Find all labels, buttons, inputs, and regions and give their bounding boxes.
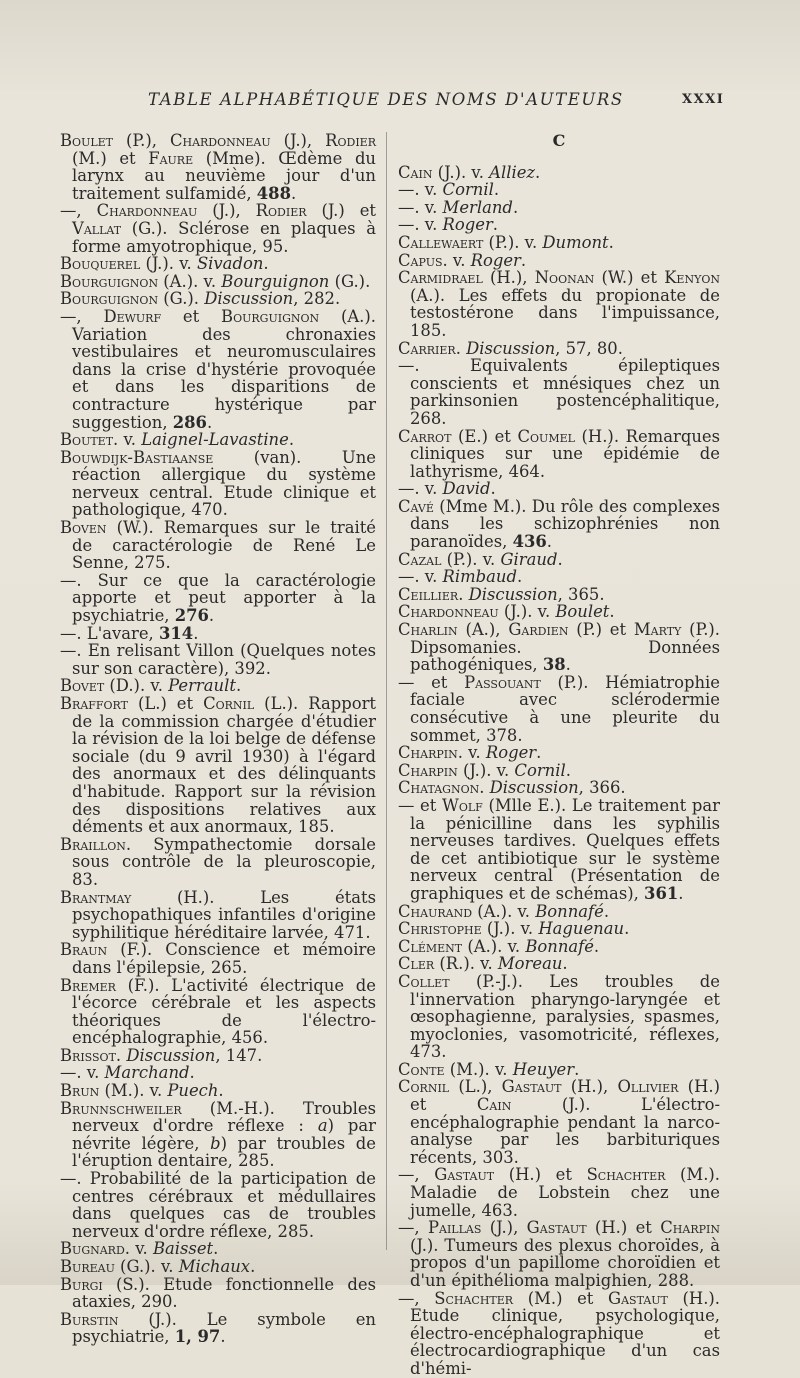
- entry-text: (J.). Le symbole en psychiatrie,: [72, 1309, 376, 1347]
- entry-text: , 282.: [293, 289, 341, 309]
- entry-text: —. Equivalents épileptiques conscients et mnésiques chez un parkinsonien postencéphalitique, 268.: [398, 356, 720, 428]
- entry-text: .: [263, 254, 269, 274]
- entry-text: (Mlle E.). Le traitement par la pénicilline dans les syphilis nerveuses tardives. Quelques effets de cet antibiotique sur le système nerveux central (Présentation de graphiques et de schémas),: [410, 795, 720, 903]
- right-column-entries: [398, 164, 720, 1378]
- entry-text: , 57, 80.: [555, 338, 623, 358]
- index-entry: [398, 586, 720, 604]
- index-entry: [60, 836, 376, 889]
- entry-text: (J.). v.: [457, 760, 515, 780]
- entry-text: et: [161, 306, 222, 326]
- entry-text: (H.) et: [586, 1218, 661, 1238]
- entry-text: (F.). L'activité électrique de l'écorce cérébrale et les aspects théoriques de l'électro-encéphalographie, 456.: [72, 975, 376, 1048]
- entry-text: .: [512, 197, 519, 217]
- index-entry: [60, 695, 376, 836]
- entry-text: .: [250, 1257, 256, 1276]
- entry-text: . Sympathectomie dorsale sous contrôle de la pleuroscopie, 83.: [72, 834, 376, 889]
- author-name: Coumel: [517, 426, 575, 446]
- author-name: Bureau: [60, 1257, 115, 1276]
- cross-reference: Discussion: [468, 584, 558, 604]
- entry-text: .: [593, 936, 600, 956]
- index-entry: [398, 164, 720, 182]
- author-name: Brun: [60, 1081, 100, 1101]
- author-name: Carrot: [398, 426, 452, 446]
- entry-text: (H.),: [482, 268, 535, 288]
- author-name: Christophe: [398, 919, 482, 939]
- entry-text: (Mme). Œdème du larynx au neuvième jour d'un traitement sulfamidé,: [72, 148, 376, 203]
- entry-text: (P.). v.: [483, 232, 543, 252]
- author-name: Rodier: [255, 201, 307, 221]
- entry-text: (J.). v.: [140, 254, 197, 274]
- cross-reference: Dumont: [542, 232, 609, 252]
- author-name: Charpin: [398, 743, 458, 763]
- entry-text: .: [189, 1063, 195, 1083]
- entry-text: (H.) et: [410, 1077, 720, 1115]
- entry-text: .: [536, 743, 542, 763]
- index-entry: [60, 449, 376, 519]
- entry-text: (A.),: [457, 620, 509, 640]
- entry-text: .: [492, 215, 499, 235]
- entry-text: —,: [60, 201, 97, 221]
- entry-text: —. v.: [398, 180, 443, 200]
- index-entry: [398, 252, 720, 270]
- index-entry: [60, 941, 376, 976]
- entry-text: .: [490, 479, 496, 499]
- entry-text: . v.: [113, 430, 142, 450]
- entry-text: —,: [60, 306, 104, 326]
- entry-text: .: [213, 1239, 219, 1259]
- entry-text: (L.) et: [127, 694, 204, 713]
- author-name: Burgi: [60, 1274, 103, 1294]
- entry-text: (P.). Hémiatrophie faciale avec sclérodermie consécutive à une pleurite du sommet, 378.: [410, 672, 720, 745]
- page-reference: 436: [512, 532, 547, 552]
- author-name: Gastaut: [501, 1077, 562, 1097]
- index-entry: [398, 1166, 720, 1219]
- entry-text: .: [574, 1059, 580, 1079]
- author-name: Chatagnon: [398, 778, 480, 798]
- author-name: Chardonneau: [169, 131, 271, 150]
- page-reference: 361: [644, 883, 679, 903]
- entry-text: —,: [398, 1165, 435, 1185]
- cross-reference: Bourguignon: [221, 271, 330, 291]
- index-entry: [60, 290, 376, 308]
- author-name: Marty: [633, 620, 682, 640]
- cross-reference: Cornil: [514, 760, 566, 780]
- entry-text: .: [235, 676, 242, 696]
- index-entry: [398, 603, 720, 621]
- index-entry: [398, 480, 720, 498]
- index-entry: [398, 1219, 720, 1289]
- cross-reference: Alliez: [489, 162, 536, 182]
- entry-text: (M.-H.). Troubles nerveux d'ordre réflexe :: [72, 1098, 376, 1136]
- author-name: Burstin: [60, 1309, 119, 1329]
- entry-text: . v.: [442, 250, 471, 270]
- entry-text: .: [193, 623, 199, 643]
- author-name: Gastaut: [434, 1165, 495, 1185]
- author-name: Chardonneau: [96, 201, 198, 221]
- entry-text: (G.). v.: [114, 1257, 179, 1276]
- author-name: Schachter: [586, 1165, 666, 1185]
- author-name: Brissot: [60, 1045, 116, 1065]
- entry-text: (H.),: [561, 1077, 618, 1097]
- entry-text: (F.). Conscience et mémoire dans l'épilepsie, 265.: [72, 940, 376, 977]
- entry-text: .: [609, 602, 615, 622]
- entry-text: .: [455, 338, 467, 358]
- entry-text: .: [535, 162, 541, 182]
- author-name: Bouwdijk-Bastiaanse: [60, 447, 214, 467]
- author-name: Rodier: [325, 131, 376, 150]
- entry-text: (A.). Les effets du propionate de testostérone dans l'impuissance, 185.: [410, 285, 720, 340]
- entry-text: — et: [398, 672, 465, 692]
- entry-text: (J.). v.: [481, 919, 539, 939]
- author-name: Passouant: [464, 672, 541, 692]
- entry-text: .: [517, 567, 523, 587]
- entry-text: (van). Une réaction allergique du système nerveux central. Etude clinique et pathologique, 470.: [72, 447, 376, 520]
- index-entry: [398, 903, 720, 921]
- entry-text: .: [218, 1081, 224, 1101]
- cross-reference: Discussion: [204, 289, 294, 309]
- entry-text: .: [208, 606, 215, 626]
- entry-text: (S.). Etude fonctionnelle des ataxies, 290.: [72, 1274, 376, 1312]
- entry-text: (H.). Etude clinique, psychologique, électro-encéphalographique et électrocardiographique d'un cas d'hémi-: [410, 1288, 721, 1378]
- index-entry: [60, 273, 376, 291]
- entry-text: , 365.: [557, 584, 605, 604]
- page-reference: 488: [256, 183, 291, 203]
- index-entry: [60, 1082, 376, 1100]
- entry-text: .: [565, 655, 571, 675]
- entry-text: (A.). Variation des chronaxies vestibulaires et neuromusculaires dans la crise d'hystérie provoquée et dans les disparitions de contracture hystérique par suggestion,: [72, 306, 376, 432]
- index-entry: [60, 1100, 376, 1170]
- entry-text: —. L'avare,: [60, 623, 159, 643]
- entry-text: (H.). Remarques cliniques sur une épidémie de lathyrisme, 464.: [410, 426, 720, 481]
- author-name: Boven: [60, 518, 107, 538]
- author-name: Charpin: [660, 1218, 720, 1238]
- index-entry: [398, 234, 720, 252]
- index-entry: [398, 779, 720, 797]
- entry-text: (G.).: [329, 271, 371, 291]
- author-name: Gastaut: [608, 1288, 668, 1308]
- author-name: Charlin: [398, 620, 458, 640]
- entry-text: (D.). v.: [104, 676, 169, 696]
- entry-text: .: [458, 584, 469, 604]
- index-entry: [60, 677, 376, 695]
- author-name: Bremer: [60, 975, 116, 995]
- entry-text: .: [562, 954, 568, 974]
- cross-reference: Discussion: [126, 1045, 216, 1065]
- cross-reference: Sivadon: [196, 254, 264, 274]
- page-reference: 314: [158, 623, 194, 643]
- entry-text: (L.). Rapport de la commission chargée d'étudier la révision de la loi belge de défense sociale (du 9 avril 1930) à l'égard des anormaux et des délinquants d'habitude. Rapport sur la révision des dispositions relatives aux déments et aux anormaux, 185.: [72, 694, 376, 837]
- entry-text: (H.). Les états psychopathiques infantiles d'origine syphilitique héréditaire larvée, 471.: [72, 887, 376, 942]
- entry-text: (W.). Remarques sur le traité de caractérologie de René Le Senne, 275.: [72, 518, 376, 573]
- cross-reference: Bonnafé: [535, 901, 604, 921]
- cross-reference: David: [442, 479, 491, 499]
- entry-text: (P.-J.). Les troubles de l'innervation pharyngo-laryngée et œsophagienne, paralysies, spasmes, myoclonies, vasomotricité, réflexes, 473.: [410, 971, 720, 1062]
- cross-reference: Puech: [167, 1081, 219, 1101]
- entry-text: (M.) et: [72, 148, 149, 168]
- entry-text: .: [520, 250, 527, 270]
- author-name: Braffort: [60, 694, 128, 713]
- author-name: Bourguignon: [60, 289, 159, 309]
- entry-text: —. En relisant Villon (Quelques notes sur son caractère), 392.: [60, 641, 376, 678]
- index-entry: [60, 1064, 376, 1082]
- author-name: Bugnard: [60, 1239, 125, 1259]
- page-reference: 38: [542, 655, 566, 675]
- index-entry: [398, 181, 720, 199]
- index-entry: [398, 1290, 720, 1378]
- right-column: [398, 132, 720, 1378]
- index-entry: [398, 1078, 720, 1166]
- entry-text: (J.),: [270, 131, 326, 150]
- entry-text: —,: [398, 1288, 435, 1308]
- index-entry: [398, 428, 720, 481]
- cross-reference: Discussion: [489, 778, 579, 798]
- cross-reference: Moreau: [497, 954, 563, 974]
- author-name: Capus: [398, 250, 443, 270]
- author-name: Cler: [398, 954, 435, 974]
- page-number: XXXI: [682, 92, 725, 107]
- entry-text: .: [479, 778, 490, 798]
- cross-reference: Haguenau: [538, 919, 625, 939]
- entry-text: .: [493, 180, 500, 200]
- author-name: Bourguignon: [60, 271, 159, 291]
- author-name: Noonan: [534, 268, 595, 288]
- entry-text: (P.). v.: [441, 549, 501, 569]
- cross-reference: b: [210, 1133, 221, 1153]
- entry-text: (Mme M.). Du rôle des complexes dans les schizophrénies non paranoïdes,: [410, 496, 720, 552]
- entry-text: (J.). Tumeurs des plexus choroïdes, à propos d'un papillome choroïdien et d'un épithélioma malpighien, 288.: [410, 1235, 720, 1290]
- entry-text: —,: [398, 1218, 428, 1238]
- author-name: Carmidrael: [398, 268, 483, 288]
- index-entry: [60, 1311, 376, 1346]
- entry-text: .: [624, 919, 630, 939]
- author-name: Kenyon: [664, 268, 720, 288]
- entry-text: (R.). v.: [434, 954, 498, 974]
- cross-reference: Marchand: [104, 1063, 190, 1083]
- entry-text: (P.). Dipsomanies. Données pathogéniques,: [410, 620, 721, 675]
- entry-text: .: [206, 412, 213, 432]
- entry-text: (A.). v.: [472, 901, 536, 921]
- cross-reference: Rimbaud: [442, 567, 517, 587]
- index-entry: [398, 920, 720, 938]
- author-name: Braun: [60, 940, 108, 960]
- index-entry: [60, 1240, 376, 1258]
- index-entry: [398, 551, 720, 569]
- entry-text: , 366.: [578, 778, 626, 798]
- index-entry: [398, 674, 720, 744]
- left-column: [60, 132, 376, 1346]
- author-name: Gardien: [508, 620, 569, 640]
- cross-reference: a: [317, 1116, 328, 1136]
- entry-text: .: [603, 901, 610, 921]
- cross-reference: Laignel-Lavastine: [141, 430, 289, 450]
- index-entry: [398, 568, 720, 586]
- entry-text: —. v.: [398, 197, 443, 217]
- author-name: Cain: [476, 1095, 512, 1115]
- index-entry: [398, 216, 720, 234]
- index-entry: [60, 572, 376, 625]
- author-name: Gastaut: [526, 1218, 587, 1238]
- cross-reference: Roger: [442, 215, 493, 235]
- index-entry: [398, 938, 720, 956]
- entry-text: (W.) et: [594, 268, 665, 288]
- entry-text: —. v.: [60, 1063, 105, 1083]
- cross-reference: Giraud: [500, 549, 558, 569]
- cross-reference: Heuyer: [512, 1059, 575, 1079]
- cross-reference: Bonnafé: [525, 936, 594, 956]
- author-name: Chardonneau: [398, 602, 499, 622]
- index-entry: [60, 642, 376, 677]
- entry-text: (J.). v.: [432, 162, 490, 182]
- author-name: Dewurf: [103, 306, 162, 326]
- index-entry: [60, 889, 376, 942]
- cross-reference: Discussion: [466, 338, 556, 358]
- author-name: Cavé: [398, 496, 434, 516]
- author-name: Cazal: [398, 549, 442, 569]
- entry-text: —. v.: [398, 567, 443, 587]
- index-entry: [60, 431, 376, 449]
- index-entry: [398, 199, 720, 217]
- index-entry: [60, 255, 376, 273]
- entry-text: (A.). v.: [462, 936, 526, 956]
- cross-reference: Baisset: [152, 1239, 214, 1259]
- entry-text: .: [678, 883, 684, 903]
- entry-text: , 147.: [215, 1045, 263, 1065]
- entry-text: (M.). v.: [444, 1059, 513, 1079]
- index-entry: [398, 340, 720, 358]
- index-entry: [398, 762, 720, 780]
- author-name: Cornil: [398, 1077, 450, 1097]
- cross-reference: Perrault: [168, 676, 236, 696]
- entry-text: (J.). v.: [498, 602, 556, 622]
- index-entry: [398, 498, 720, 551]
- author-name: Wolf: [441, 795, 483, 815]
- index-entry: [398, 621, 720, 674]
- entry-text: .: [290, 183, 297, 203]
- entry-text: (M.) et: [513, 1288, 609, 1308]
- entry-text: (J.) et: [306, 201, 376, 221]
- entry-text: ) par névrite légère,: [72, 1116, 376, 1153]
- page-header: [0, 86, 800, 116]
- entry-text: (E.) et: [451, 426, 518, 446]
- index-entry: [60, 625, 376, 643]
- column-divider: [386, 132, 387, 1250]
- author-name: Ollivier: [617, 1077, 679, 1097]
- author-name: Braillon: [60, 834, 126, 854]
- cross-reference: Cornil: [442, 180, 494, 200]
- page-reference: 1, 97: [174, 1327, 221, 1347]
- cross-reference: Roger: [485, 743, 537, 763]
- entry-text: . v.: [457, 743, 486, 763]
- entry-text: (M.). v.: [99, 1081, 168, 1101]
- index-entry: [398, 1061, 720, 1079]
- entry-text: —. v.: [398, 215, 443, 235]
- author-name: Brunnschweiler: [60, 1098, 182, 1118]
- entry-text: —. Sur ce que la caractérologie apporte et peut apporter à la psychiatrie,: [60, 570, 376, 626]
- entry-text: .: [220, 1327, 226, 1347]
- cross-reference: Merland: [442, 197, 513, 217]
- author-name: Cornil: [203, 694, 255, 713]
- cross-reference: Boulet: [555, 602, 610, 622]
- entry-text: (H.) et: [494, 1165, 587, 1185]
- author-name: Chaurand: [398, 901, 473, 921]
- index-entry: [398, 744, 720, 762]
- author-name: Conte: [398, 1059, 445, 1079]
- author-name: Callewaert: [398, 232, 484, 252]
- author-name: Bouquerel: [60, 254, 141, 274]
- entry-text: (J.),: [197, 201, 256, 221]
- section-letter: C: [552, 131, 566, 150]
- index-entry: [60, 1276, 376, 1311]
- index-entry: [60, 1170, 376, 1240]
- entry-text: (G.).: [158, 289, 205, 309]
- index-entry: [398, 797, 720, 903]
- index-entry: [60, 202, 376, 255]
- entry-text: (J.). L'électro-encéphalographie pendant la narco-analyse par les barbituriques récents, 303.: [410, 1095, 721, 1167]
- entry-text: (P.) et: [568, 620, 634, 640]
- entry-text: (A.). v.: [158, 271, 222, 291]
- entry-text: (L.),: [449, 1077, 502, 1097]
- entry-text: .: [115, 1045, 127, 1065]
- author-name: Bourguignon: [221, 306, 320, 326]
- page-reference: 286: [172, 412, 207, 432]
- index-entry: [398, 269, 720, 339]
- author-name: Charpin: [398, 760, 458, 780]
- index-entry: [60, 308, 376, 431]
- author-name: Cain: [398, 162, 433, 182]
- entry-text: .: [288, 430, 295, 450]
- index-entry: [398, 973, 720, 1061]
- index-entry: [398, 357, 720, 427]
- page-reference: 276: [174, 606, 209, 626]
- entry-text: (G.). Sclérose en plaques à forme amyotrophique, 95.: [72, 218, 376, 256]
- author-name: Faure: [148, 148, 194, 168]
- index-entry: [60, 1258, 376, 1276]
- entry-text: (J.),: [481, 1218, 527, 1238]
- author-name: Brantmay: [60, 887, 132, 907]
- entry-text: ) par troubles de l'éruption dentaire, 285.: [72, 1133, 376, 1171]
- index-entry: [60, 1047, 376, 1065]
- entry-text: — et: [398, 795, 442, 815]
- author-name: Ceillier: [398, 584, 459, 604]
- entry-text: —. Probabilité de la participation de centres cérébraux et médullaires dans quelques cas de troubles nerveux d'ordre réflexe, 285.: [60, 1169, 376, 1241]
- entry-text: .: [546, 532, 552, 552]
- entry-text: . v.: [124, 1239, 153, 1259]
- author-name: Carrier: [398, 338, 456, 358]
- author-name: Boutet: [60, 430, 114, 450]
- index-entry: [60, 519, 376, 572]
- entry-text: .: [557, 549, 563, 569]
- entry-text: —. v.: [398, 479, 443, 499]
- running-title: TABLE ALPHABÉTIQUE DES NOMS D'AUTEURS: [148, 90, 624, 109]
- author-name: Schachter: [434, 1288, 514, 1308]
- entry-text: (P.),: [113, 131, 170, 150]
- cross-reference: Michaux: [178, 1257, 251, 1276]
- author-name: Boulet: [60, 131, 114, 150]
- author-name: Paillas: [427, 1218, 482, 1238]
- entry-text: (M.). Maladie de Lobstein chez une jumelle, 463.: [410, 1165, 721, 1220]
- author-name: Collet: [398, 971, 450, 991]
- cross-reference: Roger: [470, 250, 521, 270]
- index-entry: [398, 955, 720, 973]
- author-name: Clément: [398, 936, 463, 956]
- index-entry: [60, 977, 376, 1047]
- entry-text: .: [608, 232, 614, 252]
- entry-text: .: [565, 760, 571, 780]
- index-entry: [60, 132, 376, 202]
- author-name: Bovet: [60, 676, 105, 696]
- author-name: Vallat: [72, 218, 122, 238]
